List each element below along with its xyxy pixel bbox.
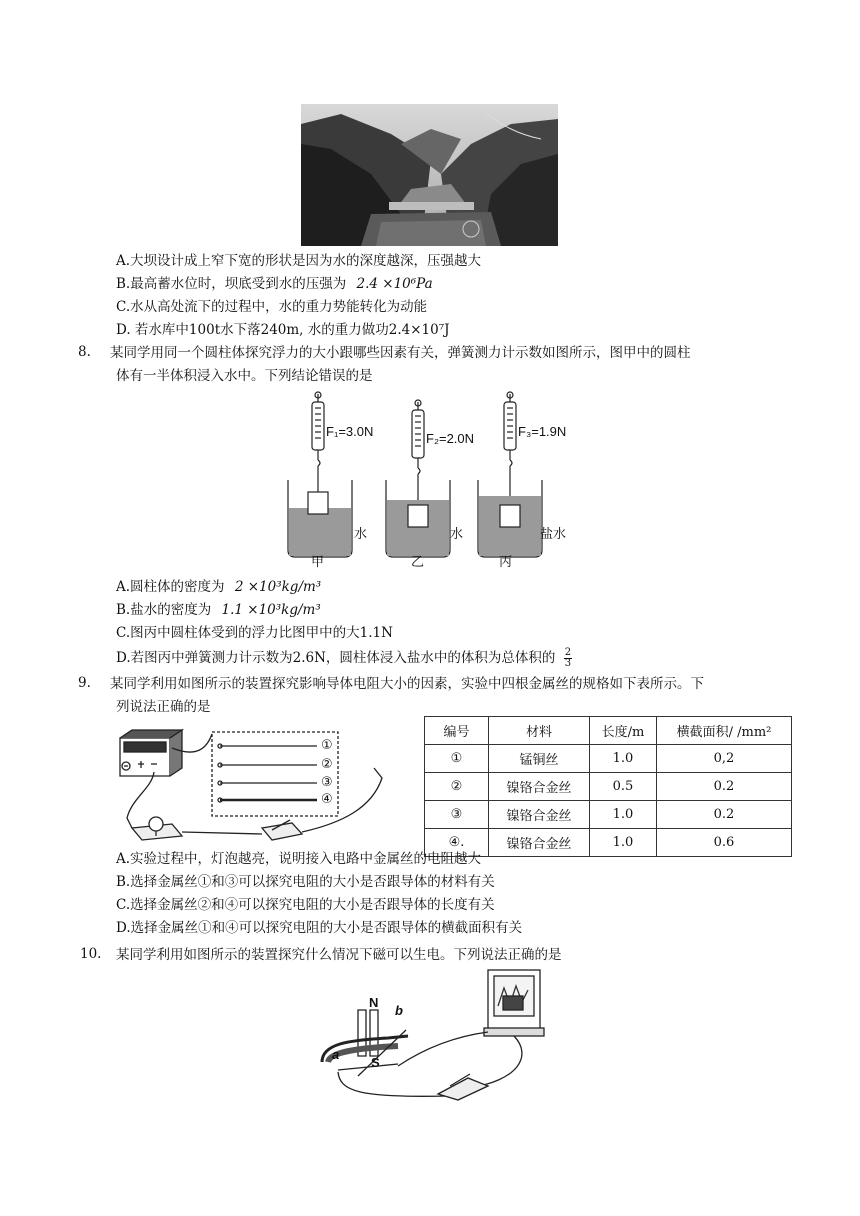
table-header-row	[425, 717, 792, 745]
q9-option-a: A.实验过程中，灯泡越亮，说明接入电路中金属丝的电阻越大	[116, 851, 482, 867]
q9-spec-table	[424, 716, 792, 857]
q8-option-a-value: 2 ×10³kg/m³	[234, 579, 322, 595]
q10-induction-figure	[318, 966, 558, 1106]
header-material: 材料	[489, 717, 590, 745]
q8-caption-jia: 甲	[311, 554, 325, 569]
q7-option-b	[116, 275, 433, 293]
q9-option-c: C.选择金属丝②和④可以探究电阻的大小是否跟导体的长度有关	[116, 897, 495, 913]
cell: 0.2	[657, 801, 792, 829]
table-row	[425, 773, 792, 801]
q9-circuit-figure	[112, 728, 412, 850]
cell: 镍铬合金丝	[489, 801, 590, 829]
q9-wire-1: ①	[321, 737, 333, 752]
cell: 0.6	[657, 829, 792, 857]
q8-liquid2: 水	[450, 526, 464, 541]
cell: ④.	[425, 829, 489, 857]
cell: 1.0	[590, 745, 657, 773]
cell: 1.0	[590, 829, 657, 857]
q8-caption-bing: 丙	[499, 554, 513, 569]
q8-number: 8.	[78, 344, 91, 360]
q7-option-a: A.大坝设计成上窄下宽的形状是因为水的深度越深，压强越大	[116, 253, 482, 269]
q7-option-b-value: 2.4 ×10⁶Pa	[356, 276, 433, 292]
q9-number: 9.	[78, 675, 91, 691]
cell: 0.5	[590, 773, 657, 801]
q10-label-s: S	[371, 1055, 380, 1070]
header-id: 编号	[425, 717, 489, 745]
q9-wire-4: ④	[321, 791, 333, 806]
cell: 0,2	[657, 745, 792, 773]
q7-option-c: C.水从高处流下的过程中，水的重力势能转化为动能	[116, 299, 428, 315]
dam-photo	[301, 104, 558, 246]
q8-f3-label: F₃=1.9N	[518, 424, 567, 439]
q8-option-b-text: B.盐水的密度为	[116, 602, 212, 618]
cell: ①	[425, 745, 489, 773]
cell: 0.2	[657, 773, 792, 801]
q8-option-a-text: A.圆柱体的密度为	[116, 579, 225, 595]
scale-3	[478, 392, 542, 557]
q8-f1-label: F₁=3.0N	[326, 424, 374, 439]
q10-number: 10.	[80, 946, 102, 962]
header-length: 长度/m	[590, 717, 657, 745]
q9-option-b: B.选择金属丝①和③可以探究电阻的大小是否跟导体的材料有关	[116, 874, 495, 890]
fraction-numerator: 2	[564, 647, 572, 658]
q10-label-b: b	[395, 1003, 403, 1018]
q9-wire-3: ③	[321, 774, 333, 789]
cell: ③	[425, 801, 489, 829]
table-row	[425, 745, 792, 773]
q9-option-d: D.选择金属丝①和④可以探究电阻的大小是否跟导体的横截面积有关	[116, 920, 523, 936]
cell: 镍铬合金丝	[489, 829, 590, 857]
q8-liquid3: 盐水	[540, 526, 567, 541]
q8-f2-label: F₂=2.0N	[426, 431, 475, 446]
q7-option-b-text: B.最高蓄水位时，坝底受到水的压强为	[116, 276, 347, 292]
q8-liquid1: 水	[354, 526, 368, 541]
cell: 1.0	[590, 801, 657, 829]
cell: 锰铜丝	[489, 745, 590, 773]
q8-stem-line2: 体有一半体积浸入水中。下列结论错误的是	[116, 368, 373, 384]
q8-stem-line1: 某同学用同一个圆柱体探究浮力的大小跟哪些因素有关，弹簧测力计示数如图所示，图甲中的圆柱	[110, 345, 691, 361]
scale-1	[288, 392, 352, 557]
table-row	[425, 801, 792, 829]
q10-label-a: a	[332, 1047, 340, 1062]
q10-label-n: N	[369, 995, 379, 1010]
header-area: 横截面积/ /mm²	[657, 717, 792, 745]
q7-option-d: D. 若水库中100t水下落240m, 水的重力做功2.4×10⁷J	[116, 322, 450, 338]
q8-figure	[280, 390, 580, 570]
q8-option-d	[116, 648, 572, 669]
q8-option-b-value: 1.1 ×10³kg/m³	[221, 602, 321, 618]
fraction-denominator: 3	[564, 658, 572, 669]
q8-option-a	[116, 578, 321, 596]
q8-option-b	[116, 601, 321, 619]
cell: 镍铬合金丝	[489, 773, 590, 801]
q8-option-d-fraction	[564, 648, 572, 669]
q8-option-d-text: D.若图丙中弹簧测力计示数为2.6N，圆柱体浸入盐水中的体积为总体积的	[116, 650, 556, 666]
q10-stem: 某同学利用如图所示的装置探究什么情况下磁可以生电。下列说法正确的是	[116, 947, 562, 963]
cell: ②	[425, 773, 489, 801]
q8-option-c: C.图丙中圆柱体受到的浮力比图甲中的大1.1N	[116, 625, 393, 641]
q9-stem-line2: 列说法正确的是	[116, 699, 211, 715]
q9-wire-2: ②	[321, 756, 333, 771]
q9-stem-line1: 某同学利用如图所示的装置探究影响导体电阻大小的因素，实验中四根金属丝的规格如下表所示。下	[110, 676, 704, 692]
q8-caption-yi: 乙	[411, 554, 425, 569]
scale-2	[386, 400, 450, 557]
